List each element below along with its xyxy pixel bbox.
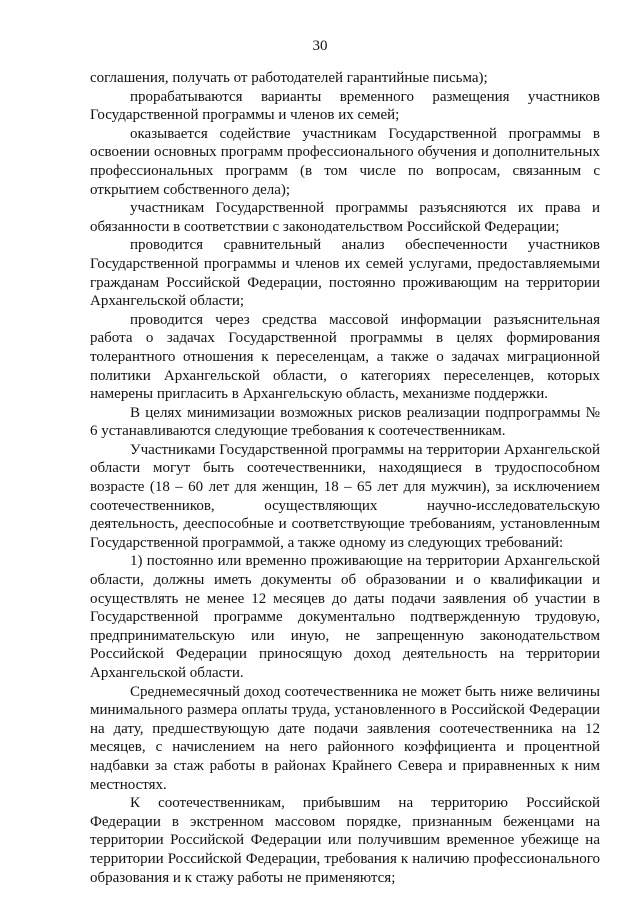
paragraph-average-income: Среднемесячный доход соотечественника не может быть ниже величины минимального размера оплаты труда, установленного в Российской Федерации на дату, предшествующую дате подачи заявления соотечественника на 12 месяцев, с начислением на него районного коэффициента и процентной надбавки за стаж работы в районах Крайнего Севера и приравненных к ним местностях.: [90, 683, 600, 793]
paragraph-refugee-exemption: К соотечественникам, прибывшим на территорию Российской Федерации в экстренном массовом порядке, признанным беженцами на территории Российской Федерации или получившим временное убежище на территории Российской Федерации, требования к наличию профессионального образования и к стажу работы не применяются;: [90, 795, 600, 886]
paragraph-participant-eligibility: Участниками Государственной программы на территории Архангельской области могут быть соотечественники, находящиеся в трудоспособном возрасте (18 – 60 лет для женщин, 18 – 65 лет для мужчин), за исключением соотечественников, осуществляющих научно-исследовательскую деятельность, дееспособные и соответствующие требованиям, установленным Государственной программой, а также одному из следующих требований:: [90, 441, 600, 551]
paragraph-training-assistance: оказывается содействие участникам Государственной программы в освоении основных программ профессионального обучения и дополнительных профессиональных программ (в том числе по вопросам, связанным с открытием собственного дела);: [90, 125, 600, 198]
paragraph-risk-minimization: В целях минимизации возможных рисков реализации подпрограммы № 6 устанавливаются следующие требования к соотечественникам.: [90, 404, 600, 440]
paragraph-temporary-housing: прорабатываются варианты временного размещения участников Государственной программы и членов их семей;: [90, 88, 600, 124]
paragraph-continuation: соглашения, получать от работодателей гарантийные письма);: [90, 70, 488, 86]
page-body: [90, 69, 600, 887]
paragraph-rights-explanation: участникам Государственной программы разъясняются их права и обязанности в соответствии с законодательством Российской Федерации;: [90, 200, 600, 235]
paragraph-media-outreach: проводится через средства массовой информации разъяснительная работа о задачах Государственной программы в целях формирования толерантного отношения к переселенцам, а также о задачах миграционной политики Архангельской области, о категориях переселенцев, которых намерены пригласить в Архангельскую область, механизме поддержки.: [90, 311, 600, 403]
page-number: 30: [312, 38, 328, 54]
paragraph-requirement-1: 1) постоянно или временно проживающие на территории Архангельской области, должны иметь документы об образовании и о квалификации и осуществлять не менее 12 месяцев до даты подачи заявления об участии в Государственной программе документально подтвержденную трудовую, предпринимательскую или иную, не запрещенную законодательством Российской Федерации приносящую доход деятельность на территории Архангельской области.: [90, 553, 600, 681]
paragraph-comparative-analysis: проводится сравнительный анализ обеспеченности участников Государственной программы и членов их семей услугами, предоставляемыми гражданам Российской Федерации, постоянно проживающим на территории Архангельской области;: [90, 237, 600, 310]
